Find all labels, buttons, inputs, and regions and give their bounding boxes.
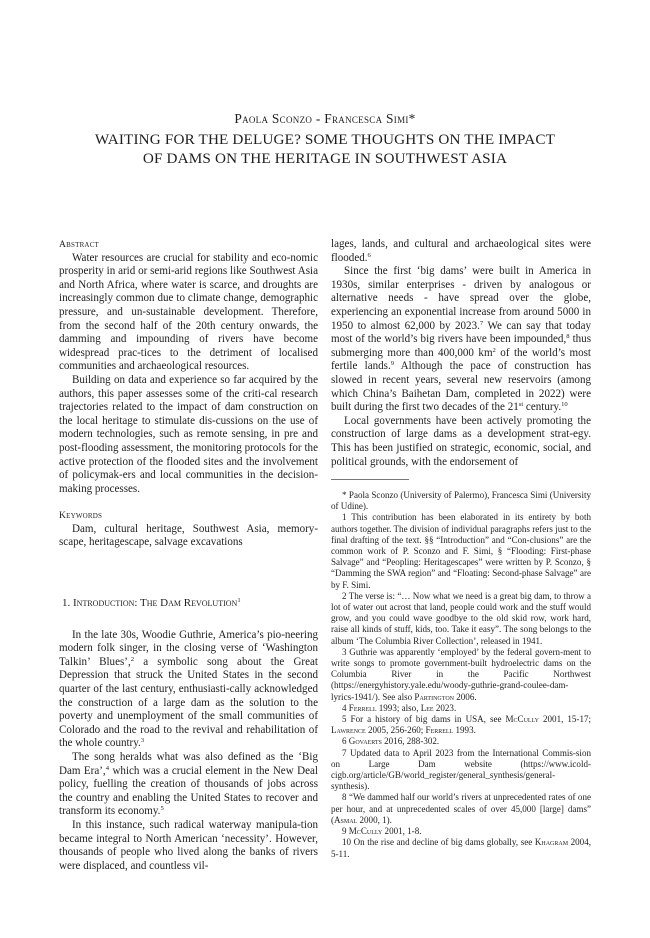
- footnote-9: 9 McCully 2001, 1-8.: [342, 826, 422, 837]
- footnote-5: 5 For a history of big dams in USA, see McCully 2001, 15-17; Lawrence 2005, 256-260; Ferrell 1993.: [331, 714, 592, 736]
- keywords-heading: Keywords: [59, 510, 103, 522]
- footnote-1: 1 This contribution has been elaborated in its entirety by both authors together. The division of individual paragraphs refers just to the final drafting of the text. §§ “Introduction” and “Con-clusions” are the common work of P. Sconzo and F. Simi, § “Flooding: First-phase Salvage” and “Peopling: Heritagescapes” were written by P. Sconzo, § “Damming the SWA region” and “Floating: Second-phase Salvage” are by F. Simi.: [331, 512, 591, 590]
- author-line: [0, 111, 650, 127]
- footnote-2: 2 The verse is: “… Now what we need is a great big dam, to throw a lot of water out acrost that land, people could work and the stuff would grow, and you could wave goodbye to the old skid row, work hard, raise all kinds of stuff, kids, too. Take it easy”. The song belongs to the album ‘The Columbia River Collection’, released in 1941.: [331, 590, 591, 646]
- title-line-2: OF DAMS ON THE HERITAGE IN SOUTHWEST ASIA: [142, 150, 508, 167]
- footnotes: [331, 490, 591, 860]
- footnote-10: 10 On the rise and decline of big dams globally, see Khagram 2004, 5-11.: [331, 837, 591, 859]
- section-1-paragraph-3: In this instance, such radical waterway manipula-tion became integral to North American ‘necessity’. However, thousands of people who lived along the banks of rivers were displaced, and countless vil-: [59, 818, 318, 872]
- footnote-7: 7 Updated data to April 2023 from the International Commis-sion on Large Dam website (https://www.icold-cigb.org/article/GB/world_register/general_synthesis/general-synthesis).: [331, 747, 591, 792]
- abstract-heading: Abstract: [59, 239, 100, 250]
- left-column: [59, 238, 318, 873]
- right-paragraph-1: lages, lands, and cultural and archaeological sites were flooded.$^6$: [331, 238, 591, 264]
- section-1-heading: 1. Introduction: The Dam Revolution$^1$: [62, 597, 241, 610]
- footnote-3: 3 Guthrie was apparently ‘employed’ by the federal govern-ment to write songs to promote government-built hydroelectric dams on the Columbia River in the Pacific Northwest (https://energyhistory.yale.edu/woody-guthrie-grand-coulee-dam-lyrics-1941/). See also Partington 2006.: [331, 646, 591, 702]
- abstract-paragraph-1: Water resources are crucial for stability and eco-nomic prosperity in arid or semi-arid regions like Southwest Asia and North Africa, where water is scarce, and droughts are increasingly common due to climate change, demographic pressure, and un-sustainable development. Therefore, from the second half of the 20th century onwards, the damming and impounding of rivers have become widespread prac-tices to the detriment of localised communities and archaeological resources.: [59, 251, 318, 373]
- authors-text: Paola Sconzo - Francesca Simi*: [234, 111, 416, 126]
- section-1-paragraph-1: In the late 30s, Woodie Guthrie, America’s pio-neering modern folk singer, in the closing verse of ‘Washington Talkin’ Blues’,$^2$ a symbolic song about the Great Depression that struck the United States in the second quarter of the last century, enthusiasti-cally acknowledged the construction of a large dam as the solution to the poverty and unemployment of the small communities of Colorado and the road to the revival and rehabilitation of the whole country.$^3$: [59, 628, 318, 750]
- footnote-8: 8 “We dammed half our world’s rivers at unprecedented rates of one per hour, and at unprecedented scales of over 45,000 [large] dams” (Asmal 2000, 1).: [331, 792, 591, 825]
- paper-title: [55, 130, 595, 168]
- section-1-paragraph-2: The song heralds what was also defined as the ‘Big Dam Era’,$^4$ which was a crucial element in the New Deal policy, fuelling the creation of thousands of jobs across the country and enabling the United States to recover and transform its economy.$^5$: [59, 751, 318, 818]
- title-line-1: WAITING FOR THE DELUGE? SOME THOUGHTS ON THE IMPACT: [94, 131, 556, 148]
- footnote-4: 4 Ferrell 1993; also, Lee 2023.: [342, 702, 457, 713]
- right-paragraph-3: Local governments have been actively promoting the construction of large dams as a development strat-egy. This has been justified on strategic, economic, social, and political grounds, with the endorsement of: [331, 414, 591, 468]
- abstract-paragraph-2: Building on data and experience so far acquired by the authors, this paper assesses some of the criti-cal research trajectories related to the impact of dam construction on the local heritage to stimulate dis-cussions on the use of modern technologies, such as remote sensing, in pre and post-flooding assessment, the monitoring protocols for the active protection of the flooded sites and the involvement of policymak-ers and local communities in the decision-making processes.: [59, 373, 318, 495]
- footnote-divider: [331, 479, 409, 480]
- keywords-text: Dam, cultural heritage, Southwest Asia, memory-scape, heritagescape, salvage excavations: [59, 522, 318, 549]
- right-paragraph-2: Since the first ‘big dams’ were built in America in 1930s, similar enterprises - driven by analogous or alternative needs - have spread over the globe, experiencing an exponential increase from around 5000 in 1950 to almost 62,000 by 2023.$^7$ We can say that today most of the world’s big rivers have been impounded,$^8$ thus submerging more than 400,000 $km^2$ of the world’s most fertile lands.$^9$ Although the pace of construction has slowed in recent years, several new reservoirs (among which China’s Baihetan Dam, completed in 2022) were built during the first two decades of the 21st century.$^{10}$: [331, 265, 592, 414]
- right-column: [331, 238, 591, 469]
- footnote-author-affiliations: * Paola Sconzo (University of Palermo), Francesca Simi (University of Udine).: [331, 490, 591, 512]
- footnote-6: 6 Govaerts 2016, 288-302.: [342, 736, 440, 747]
